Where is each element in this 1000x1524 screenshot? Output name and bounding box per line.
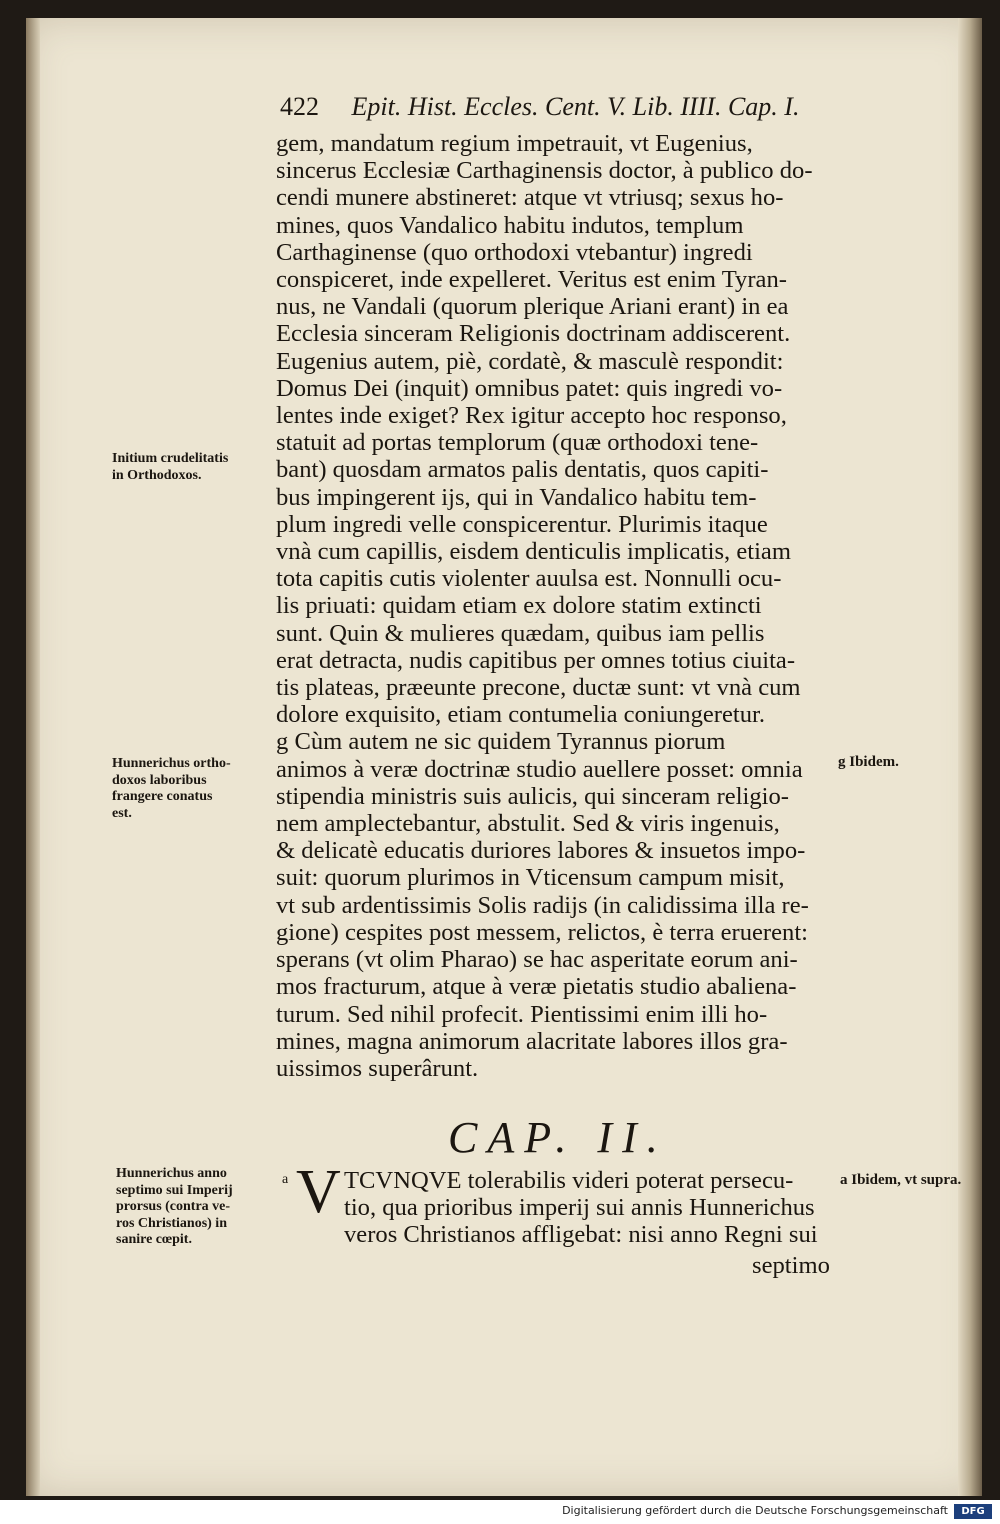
- text-line: vnà cum capillis, eisdem denticulis implicatis, etiam: [276, 538, 791, 566]
- text-line: mines, magna animorum alacritate labores illos gra-: [276, 1027, 788, 1055]
- text-line: Ecclesia sinceram Religionis doctrinam addiscerent.: [276, 320, 791, 348]
- text-line: vt sub ardentissimis Solis radijs (in calidissima illa re-: [276, 891, 809, 919]
- text-line: uissimos superârunt.: [276, 1054, 479, 1082]
- text-line: erat detracta, nudis capitibus per omnes totius ciuita-: [276, 646, 796, 674]
- page-number: 422: [280, 92, 319, 121]
- text-line: animos à veræ doctrinæ studio auellere posset: omnia: [276, 755, 803, 783]
- chapter2-line: TCVNQVE tolerabilis videri poterat persecu-: [344, 1167, 794, 1194]
- running-title: Epit. Hist. Eccles. Cent. V. Lib. IIII. Cap. I.: [351, 92, 800, 121]
- text-line: dolore exquisito, etiam contumelia coniungeretur.: [276, 701, 766, 729]
- margin-note-crudelitatis: [112, 451, 272, 484]
- chapter-heading: CAP. II.: [448, 1113, 668, 1162]
- text-line: turum. Sed nihil profecit. Pientissimi enim illi ho-: [276, 1000, 768, 1028]
- main-text-block: [276, 130, 836, 1082]
- text-line: nus, ne Vandali (quorum plerique Ariani erant) in ea: [276, 293, 789, 321]
- text-line: statuit ad portas templorum (quæ orthodoxi tene-: [276, 429, 759, 457]
- text-line: tis plateas, præeunte precone, ductæ sunt: vt vnà cum: [276, 674, 801, 702]
- text-line: bus impingerent ijs, qui in Vandalico habitu tem-: [276, 483, 757, 511]
- text-line: gem, mandatum regium impetrauit, vt Eugenius,: [276, 130, 753, 157]
- footnote-marker-a: a: [282, 1172, 289, 1187]
- text-line: conspiceret, inde expelleret. Veritus est enim Tyran-: [276, 266, 787, 294]
- text-line: & delicatè educatis duriores labores & insuetos impo-: [276, 837, 806, 865]
- text-line: lentes inde exiget? Rex igitur accepto hoc responso,: [276, 402, 787, 430]
- text-line: Domus Dei (inquit) omnibus patet: quis ingredi vo-: [276, 374, 783, 402]
- text-line: suit: quorum plurimos in Vticensum campum misit,: [276, 864, 785, 892]
- page-edge-right: [958, 18, 982, 1496]
- text-line: bant) quosdam armatos palis dentatis, quos capiti-: [276, 456, 769, 484]
- text-line: sunt. Quin & mulieres quædam, quibus iam pellis: [276, 619, 765, 647]
- dfg-logo-icon: DFG: [954, 1504, 992, 1519]
- marginal-reference-a: a Ibidem, vt supra.: [840, 1172, 962, 1188]
- text-line: gione) cespites post messem, relictos, è terra eruerent:: [276, 918, 808, 946]
- text-line: mos fracturum, atque à veræ pietatis studio abaliena-: [276, 973, 797, 1001]
- funding-notice: Digitalisierung gefördert durch die Deutsche Forschungsgemeinschaft: [562, 1504, 948, 1517]
- margin-note-line: sanire cœpit.: [116, 1232, 192, 1247]
- margin-note-line: Hunnerichus anno: [116, 1166, 227, 1181]
- text-line: mines, quos Vandalico habitu indutos, templum: [276, 211, 744, 239]
- text-line: cendi munere abstineret: atque vt vtriusq; sexus ho-: [276, 184, 784, 212]
- drop-cap-initial: V: [296, 1158, 341, 1226]
- margin-note-line: Hunnerichus ortho-: [112, 756, 231, 771]
- text-line: sperans (vt olim Pharao) se hac asperitate eorum ani-: [276, 946, 798, 974]
- text-line: Eugenius autem, piè, cordatè, & masculè respondit:: [276, 347, 784, 375]
- page-gutter-shadow: [26, 18, 40, 1496]
- margin-note-line: septimo sui Imperij: [116, 1182, 233, 1198]
- running-head: [280, 92, 800, 122]
- footer-bar: [0, 1500, 1000, 1524]
- margin-note-line: ros Christianos) in: [116, 1215, 227, 1231]
- chapter2-text: [344, 1167, 838, 1249]
- text-line: Carthaginense (quo orthodoxi vtebantur) ingredi: [276, 238, 753, 266]
- text-line: lis priuati: quidam etiam ex dolore statim extincti: [276, 592, 762, 620]
- margin-note-line: est.: [112, 805, 132, 821]
- text-line: sincerus Ecclesiæ Carthaginensis doctor, à publico do-: [276, 157, 813, 185]
- text-line: stipendia ministris suis aulicis, qui sinceram religio-: [276, 782, 789, 810]
- chapter2-line: tio, qua prioribus imperij sui annis Hunnerichus: [344, 1194, 815, 1222]
- margin-note-line: in Orthodoxos.: [112, 467, 202, 483]
- catchword: septimo: [752, 1252, 830, 1279]
- text-line: tota capitis cutis violenter auulsa est. Nonnulli ocu-: [276, 565, 782, 593]
- margin-note-line: frangere conatus: [112, 789, 213, 804]
- margin-note-line: prorsus (contra ve-: [116, 1199, 231, 1214]
- margin-note-laboribus: [112, 756, 272, 822]
- margin-note-line: doxos laboribus: [112, 772, 207, 788]
- text-line: nem amplectebantur, abstulit. Sed & viris ingenuis,: [276, 810, 780, 838]
- margin-note-septimo: [116, 1166, 276, 1249]
- text-line: g Cùm autem ne sic quidem Tyrannus piorum: [276, 728, 726, 756]
- margin-note-line: Initium crudelitatis: [112, 451, 229, 466]
- text-line: plum ingredi velle conspicerentur. Plurimis itaque: [276, 510, 768, 538]
- marginal-reference-g: g Ibidem.: [838, 754, 899, 770]
- chapter2-line: veros Christianos affligebat: nisi anno Regni sui: [344, 1221, 818, 1249]
